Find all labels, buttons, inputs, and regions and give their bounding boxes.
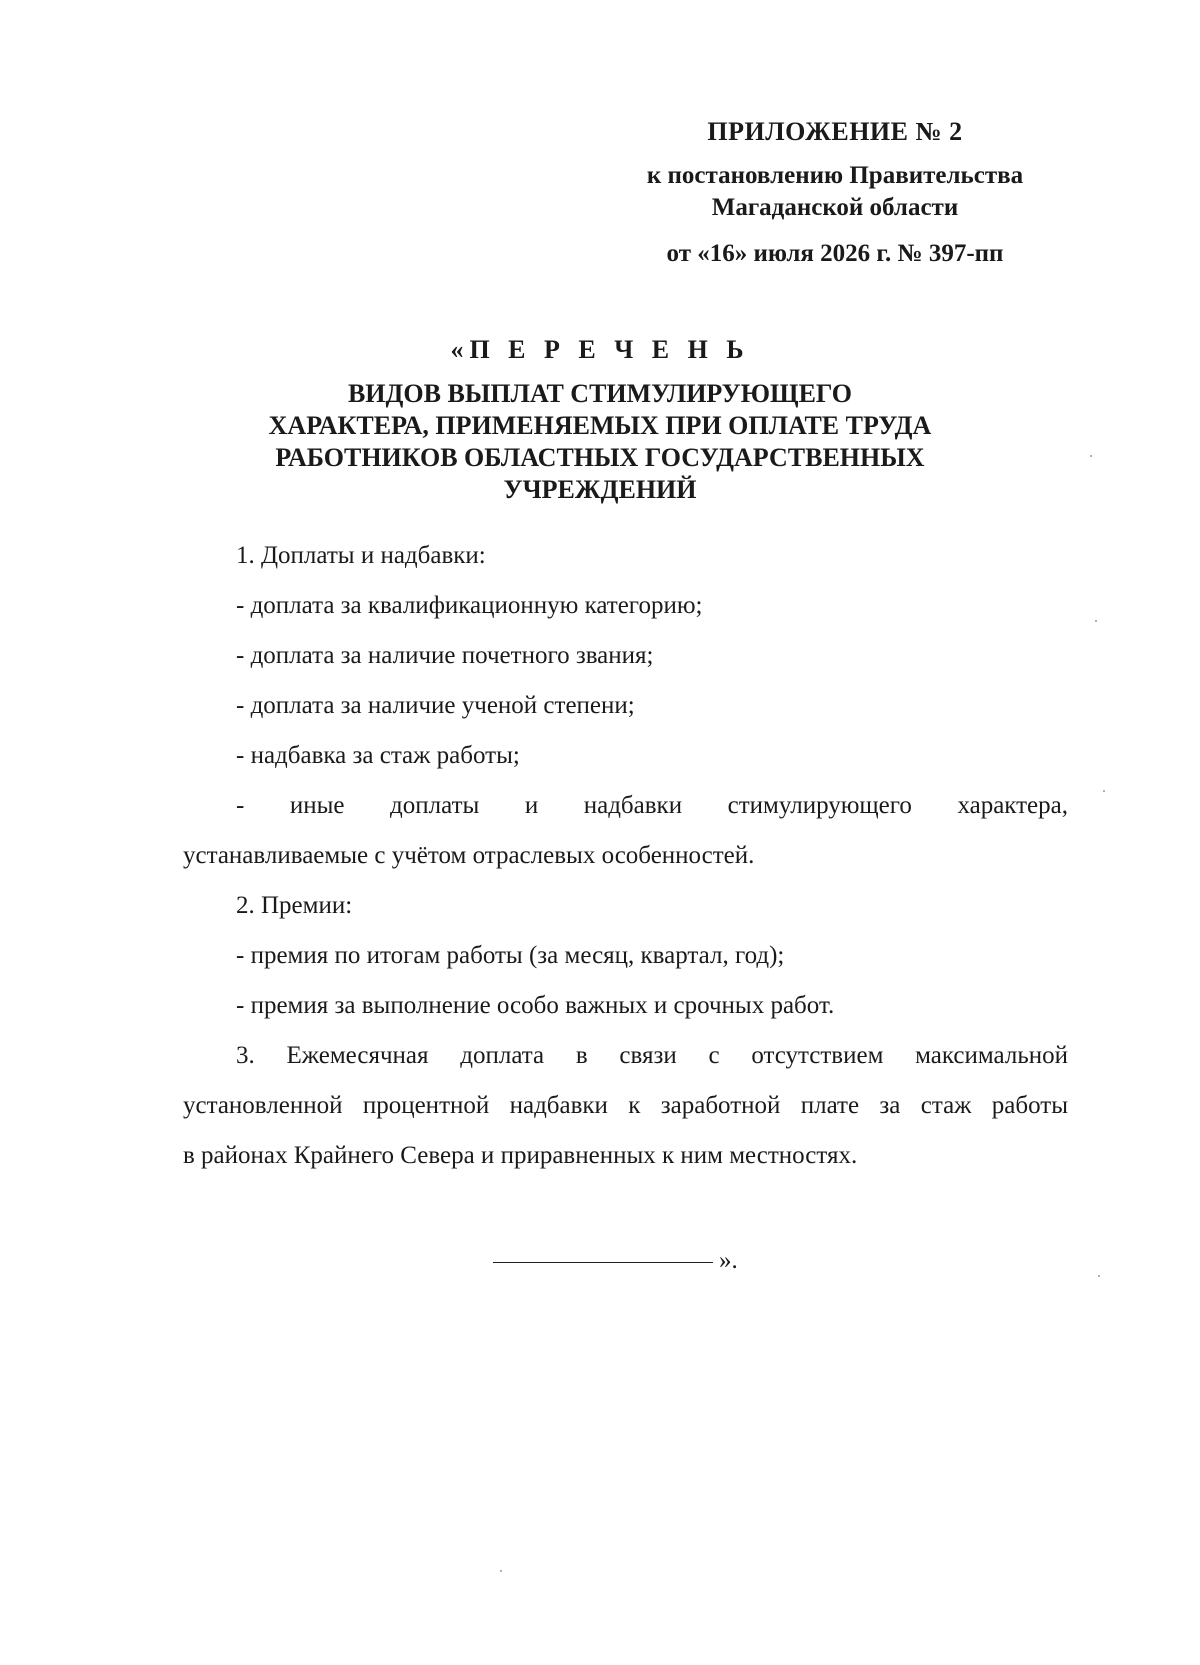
appendix-date: от «16» июля 2026 г. № 397-пп: [666, 240, 1004, 267]
document-subtitle: [230, 378, 970, 506]
list-item-other-line1: - иные доплаты и надбавки стимулирующего характера,: [236, 792, 1068, 819]
subtitle-line: УЧРЕЖДЕНИЙ: [503, 475, 697, 504]
scan-speck: [1090, 455, 1092, 457]
appendix-reference-line1: к постановлению Правительства: [646, 162, 1024, 189]
section-3-line3: в районах Крайнего Севера и приравненных к ним местностях.: [183, 1142, 858, 1169]
list-item: - надбавка за стаж работы;: [236, 742, 520, 769]
subtitle-line: ВИДОВ ВЫПЛАТ СТИМУЛИРУЮЩЕГО: [347, 379, 853, 408]
subtitle-line: РАБОТНИКОВ ОБЛАСТНЫХ ГОСУДАРСТВЕННЫХ: [275, 443, 925, 472]
scan-speck: [1098, 1275, 1100, 1277]
list-item: - премия по итогам работы (за месяц, квартал, год);: [236, 942, 785, 969]
list-item: - доплата за квалификационную категорию;: [236, 592, 703, 619]
closing-line: [493, 1247, 738, 1275]
scan-speck: [1103, 790, 1105, 792]
closing-rule: [493, 1262, 713, 1263]
list-item: - доплата за наличие почетного звания;: [236, 642, 654, 669]
section-3-line2: установленной процентной надбавки к заработной плате за стаж работы: [183, 1092, 1068, 1119]
scan-speck: [1095, 620, 1097, 622]
scan-speck: [500, 1570, 502, 1572]
section-1-heading: 1. Доплаты и надбавки:: [236, 542, 486, 569]
section-2-heading: 2. Премии:: [236, 892, 353, 919]
subtitle-line: ХАРАКТЕРА, ПРИМЕНЯЕМЫХ ПРИ ОПЛАТЕ ТРУДА: [268, 411, 932, 440]
list-item: - премия за выполнение особо важных и срочных работ.: [236, 992, 835, 1019]
closing-quote-mark: ».: [719, 1247, 738, 1274]
appendix-title: ПРИЛОЖЕНИЕ № 2: [707, 117, 963, 146]
section-3-line1: 3. Ежемесячная доплата в связи с отсутствием максимальной: [236, 1042, 1068, 1069]
document-title: «П Е Р Е Ч Е Н Ь: [450, 335, 750, 364]
list-item: - доплата за наличие ученой степени;: [236, 692, 635, 719]
list-item-other-line2: устанавливаемые с учётом отраслевых особенностей.: [183, 842, 755, 869]
appendix-reference-line2: Магаданской области: [711, 194, 959, 221]
